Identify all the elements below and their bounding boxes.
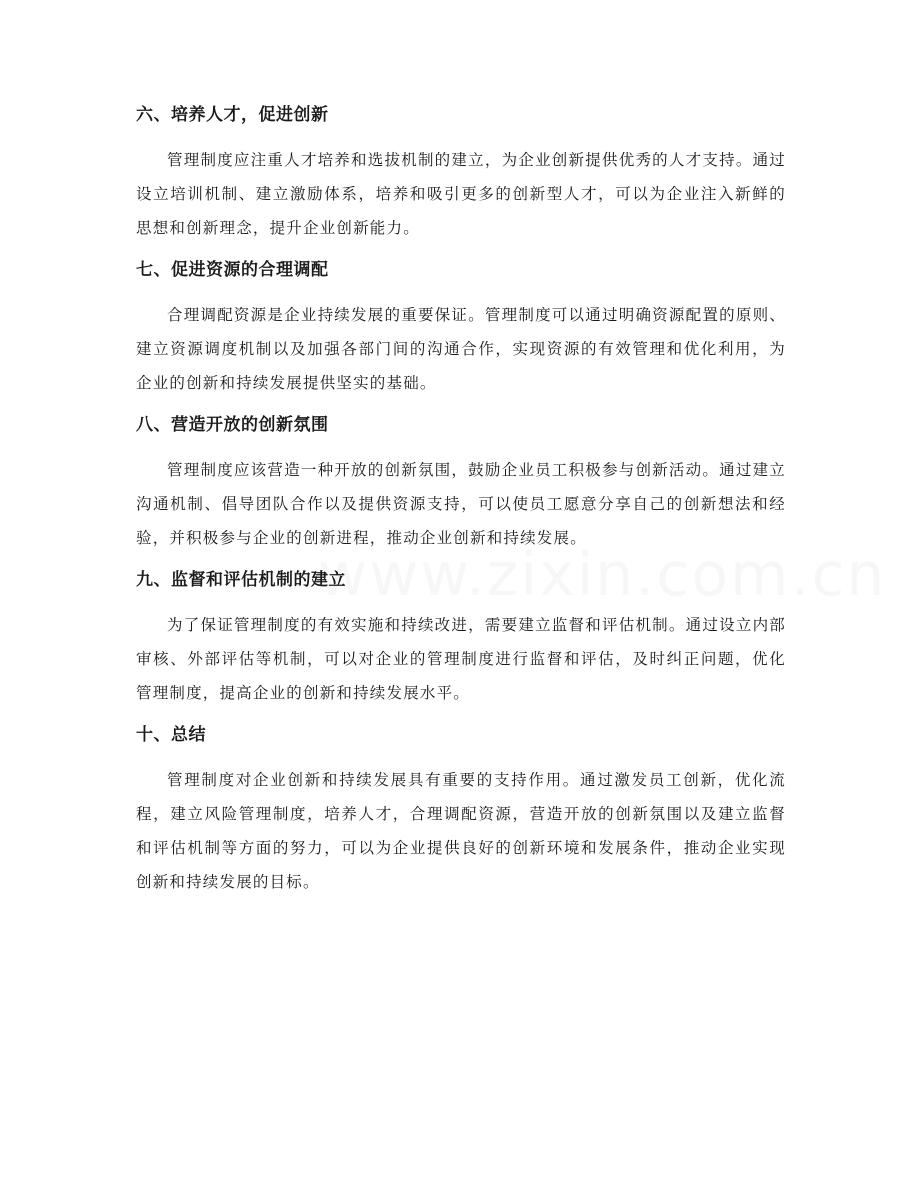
document-page bbox=[136, 103, 786, 912]
section-paragraph: 管理制度应注重人才培养和选拔机制的建立，为企业创新提供优秀的人才支持。通过设立培训机制、建立激励体系，培养和吸引更多的创新型人才，可以为企业注入新鲜的思想和创新理念，提升企业创新能力。 bbox=[136, 151, 786, 237]
section-heading: 七、促进资源的合理调配 bbox=[136, 260, 329, 280]
section-paragraph: 为了保证管理制度的有效实施和持续改进，需要建立监督和评估机制。通过设立内部审核、外部评估等机制，可以对企业的管理制度进行监督和评估，及时纠正问题，优化管理制度，提高企业的创新和持续发展水平。 bbox=[136, 616, 786, 702]
section-heading: 八、营造开放的创新氛围 bbox=[136, 415, 329, 435]
section-7 bbox=[136, 258, 786, 400]
section-paragraph: 管理制度对企业创新和持续发展具有重要的支持作用。通过激发员工创新，优化流程，建立风险管理制度，培养人才，合理调配资源，营造开放的创新氛围以及建立监督和评估机制等方面的努力，可以为企业提供良好的创新环境和发展条件，推动企业实现创新和持续发展的目标。 bbox=[136, 771, 786, 891]
section-heading: 十、总结 bbox=[136, 725, 206, 745]
section-10 bbox=[136, 723, 786, 899]
section-6 bbox=[136, 103, 786, 245]
section-9 bbox=[136, 568, 786, 710]
section-8 bbox=[136, 413, 786, 555]
section-heading: 六、培养人才，促进创新 bbox=[136, 105, 329, 125]
section-paragraph: 管理制度应该营造一种开放的创新氛围，鼓励企业员工积极参与创新活动。通过建立沟通机制、倡导团队合作以及提供资源支持，可以使员工愿意分享自己的创新想法和经验，并积极参与企业的创新进程，推动企业创新和持续发展。 bbox=[136, 461, 786, 547]
watermark-text: www.zixin.com.cn bbox=[318, 540, 887, 610]
section-paragraph: 合理调配资源是企业持续发展的重要保证。管理制度可以通过明确资源配置的原则、建立资源调度机制以及加强各部门间的沟通合作，实现资源的有效管理和优化利用，为企业的创新和持续发展提供坚实的基础。 bbox=[136, 306, 786, 392]
section-heading: 九、监督和评估机制的建立 bbox=[136, 570, 346, 590]
